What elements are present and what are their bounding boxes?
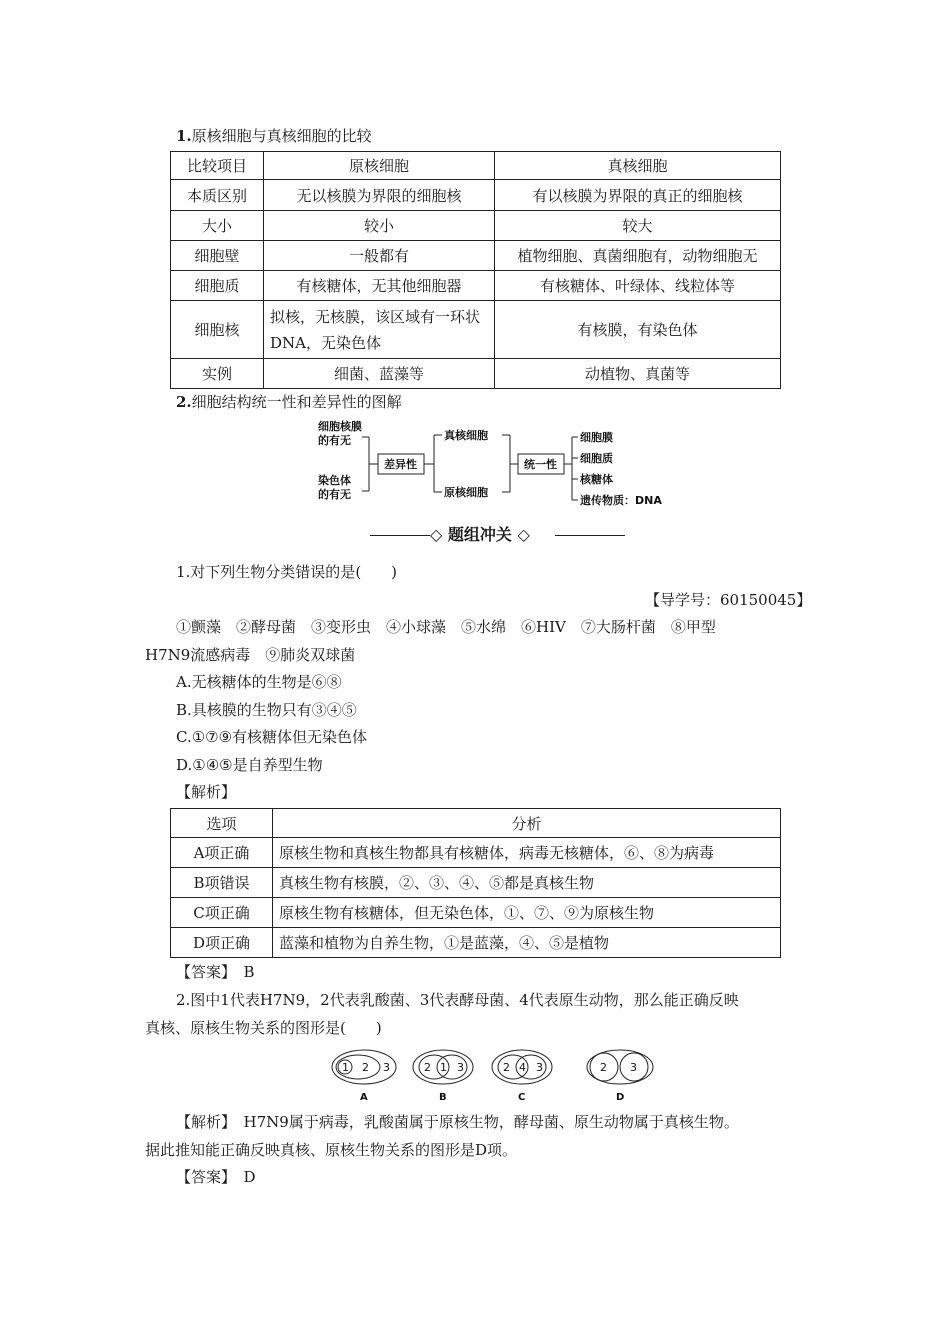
group-title — [430, 524, 530, 546]
venn-a-num-3: 3 — [383, 1061, 390, 1074]
q2-answer-value: D — [243, 1168, 256, 1186]
table-cell: 有以核膜为界限的真正的细胞核 — [495, 180, 781, 211]
right-item-4: 遗传物质：DNA — [580, 494, 662, 507]
right-item-3: 核糖体 — [580, 473, 613, 486]
unity-diversity-diagram — [310, 416, 680, 512]
venn-a-num-2: 2 — [362, 1061, 369, 1074]
section1-heading — [176, 126, 372, 146]
venn-figure-c — [492, 1050, 552, 1103]
q2-analysis-label: 【解析】 — [176, 1113, 229, 1131]
table-row — [171, 211, 781, 241]
table-cell: 细胞质 — [171, 271, 264, 301]
table-row — [171, 928, 781, 958]
table-cell: 较小 — [264, 211, 495, 241]
table-row — [171, 898, 781, 928]
section1-heading-text: 原核细胞与真核细胞的比较 — [191, 127, 372, 145]
table-row — [171, 271, 781, 301]
q1-answer-label: 【答案】 — [176, 963, 229, 981]
table-cell: 真核生物有核膜，②、③、④、⑤都是真核生物 — [273, 868, 781, 898]
venn-b-label: B — [439, 1092, 447, 1103]
venn-figure-b — [413, 1050, 473, 1103]
venn-figures — [330, 1048, 660, 1104]
venn-c-num-2: 2 — [503, 1061, 510, 1074]
header-cell: 选项 — [171, 809, 273, 838]
q1-option-c: C.①⑦⑨有核糖体但无染色体 — [176, 728, 368, 746]
table-cell: 细胞壁 — [171, 241, 264, 271]
table-cell: 有核膜，有染色体 — [495, 301, 781, 359]
table-cell: 本质区别 — [171, 180, 264, 211]
q1-option-b: B.具核膜的生物只有③④⑤ — [176, 701, 357, 719]
section2-heading-text: 细胞结构统一性和差异性的图解 — [191, 393, 402, 411]
table-header-row — [171, 152, 781, 180]
header-cell: 分析 — [273, 809, 781, 838]
table-cell: D项正确 — [171, 928, 273, 958]
q2-stem-line2: 真核、原核生物关系的图形是( ) — [145, 1019, 382, 1037]
q1-organisms-line2: H7N9流感病毒 ⑨肺炎双球菌 — [145, 646, 356, 664]
table-cell: 拟核，无核膜，该区域有一环状DNA，无染色体 — [264, 301, 495, 359]
banner-rule-right — [555, 535, 625, 536]
q1-option-d: D.①④⑤是自养型生物 — [176, 756, 323, 774]
left-bottom-label-2: 的有无 — [318, 488, 351, 501]
table-row — [171, 838, 781, 868]
unity-box-label: 统一性 — [524, 458, 557, 471]
section2-heading — [176, 392, 402, 412]
q2-analysis-text: H7N9属于病毒，乳酸菌属于原核生物，酵母菌、原生动物属于真核生物。 — [243, 1113, 739, 1131]
table-cell: 原核生物有核糖体，但无染色体，①、⑦、⑨为原核生物 — [273, 898, 781, 928]
venn-figure-a — [332, 1050, 396, 1103]
q1-option-a: A.无核糖体的生物是⑥⑧ — [176, 673, 342, 691]
table-cell: 细胞核 — [171, 301, 264, 359]
table-cell: 原核生物和真核生物都具有核糖体，病毒无核糖体，⑥、⑧为病毒 — [273, 838, 781, 868]
header-cell: 真核细胞 — [495, 152, 781, 180]
q2-answer-label: 【答案】 — [176, 1168, 229, 1186]
table-cell: 一般都有 — [264, 241, 495, 271]
table-cell: B项错误 — [171, 868, 273, 898]
analysis-table — [170, 808, 781, 958]
table-row — [171, 241, 781, 271]
venn-b-num-3: 3 — [457, 1061, 464, 1074]
venn-b-num-2: 2 — [424, 1061, 431, 1074]
right-item-1: 细胞膜 — [580, 431, 613, 444]
middle-bracket — [424, 435, 518, 492]
mid-bottom-label: 原核细胞 — [444, 486, 488, 499]
q1-stem: 1.对下列生物分类错误的是( ) — [176, 563, 398, 581]
left-top-label-1: 细胞核膜 — [318, 420, 362, 433]
banner-rule-left — [370, 535, 430, 536]
table-cell: 有核糖体、叶绿体、线粒体等 — [495, 271, 781, 301]
table-row — [171, 180, 781, 211]
table-cell: 细菌、蓝藻等 — [264, 359, 495, 389]
table-row — [171, 359, 781, 389]
table-cell: A项正确 — [171, 838, 273, 868]
header-cell: 比较项目 — [171, 152, 264, 180]
group-title-text: 题组冲关 — [447, 525, 512, 544]
venn-figure-d — [587, 1050, 653, 1103]
table-row — [171, 868, 781, 898]
header-cell: 原核细胞 — [264, 152, 495, 180]
table-header-row — [171, 809, 781, 838]
diamond-icon: ◇ — [430, 525, 443, 544]
venn-d-num-2: 2 — [600, 1061, 607, 1074]
table-cell: 较大 — [495, 211, 781, 241]
right-bracket — [564, 437, 578, 500]
table-cell: 大小 — [171, 211, 264, 241]
venn-b-num-1: 1 — [440, 1061, 447, 1074]
q2-answer — [176, 1167, 256, 1187]
venn-c-num-3: 3 — [536, 1061, 543, 1074]
table-cell: 无以核膜为界限的细胞核 — [264, 180, 495, 211]
left-top-label-2: 的有无 — [318, 434, 351, 447]
table-cell: C项正确 — [171, 898, 273, 928]
section2-heading-num: 2. — [176, 393, 192, 411]
comparison-table — [170, 151, 781, 389]
venn-d-label: D — [616, 1092, 625, 1103]
q2-stem-line1: 2.图中1代表H7N9，2代表乳酸菌、3代表酵母菌、4代表原生动物，那么能正确反映 — [176, 991, 739, 1009]
left-bracket — [362, 437, 378, 491]
table-row — [171, 301, 781, 359]
q1-organisms-line1: ①颤藻 ②酵母菌 ③变形虫 ④小球藻 ⑤水绵 ⑥HIV ⑦大肠杆菌 ⑧甲型 — [176, 618, 716, 636]
table-cell: 植物细胞、真菌细胞有，动物细胞无 — [495, 241, 781, 271]
right-item-2: 细胞质 — [580, 452, 613, 465]
table-cell: 蓝藻和植物为自养生物，①是蓝藻，④、⑤是植物 — [273, 928, 781, 958]
diamond-icon: ◇ — [517, 525, 530, 544]
venn-a-num-1: 1 — [342, 1061, 349, 1074]
q1-guide-number: 【导学号：60150045】 — [645, 591, 812, 609]
diff-box-label: 差异性 — [384, 458, 417, 471]
venn-c-num-4: 4 — [519, 1061, 526, 1074]
q1-analysis-label: 【解析】 — [176, 783, 237, 801]
venn-d-num-3: 3 — [630, 1061, 637, 1074]
table-cell: 实例 — [171, 359, 264, 389]
mid-top-label: 真核细胞 — [444, 429, 488, 442]
q2-analysis-line2: 据此推知能正确反映真核、原核生物关系的图形是D项。 — [145, 1141, 518, 1159]
venn-a-label: A — [360, 1092, 368, 1103]
table-cell: 有核糖体，无其他细胞器 — [264, 271, 495, 301]
section1-heading-num: 1. — [176, 127, 192, 145]
table-cell: 动植物、真菌等 — [495, 359, 781, 389]
q2-analysis-line1 — [176, 1112, 739, 1132]
venn-c-label: C — [518, 1092, 526, 1103]
left-bottom-label-1: 染色体 — [318, 474, 351, 487]
q1-answer — [176, 962, 255, 982]
q1-answer-value: B — [243, 963, 255, 981]
